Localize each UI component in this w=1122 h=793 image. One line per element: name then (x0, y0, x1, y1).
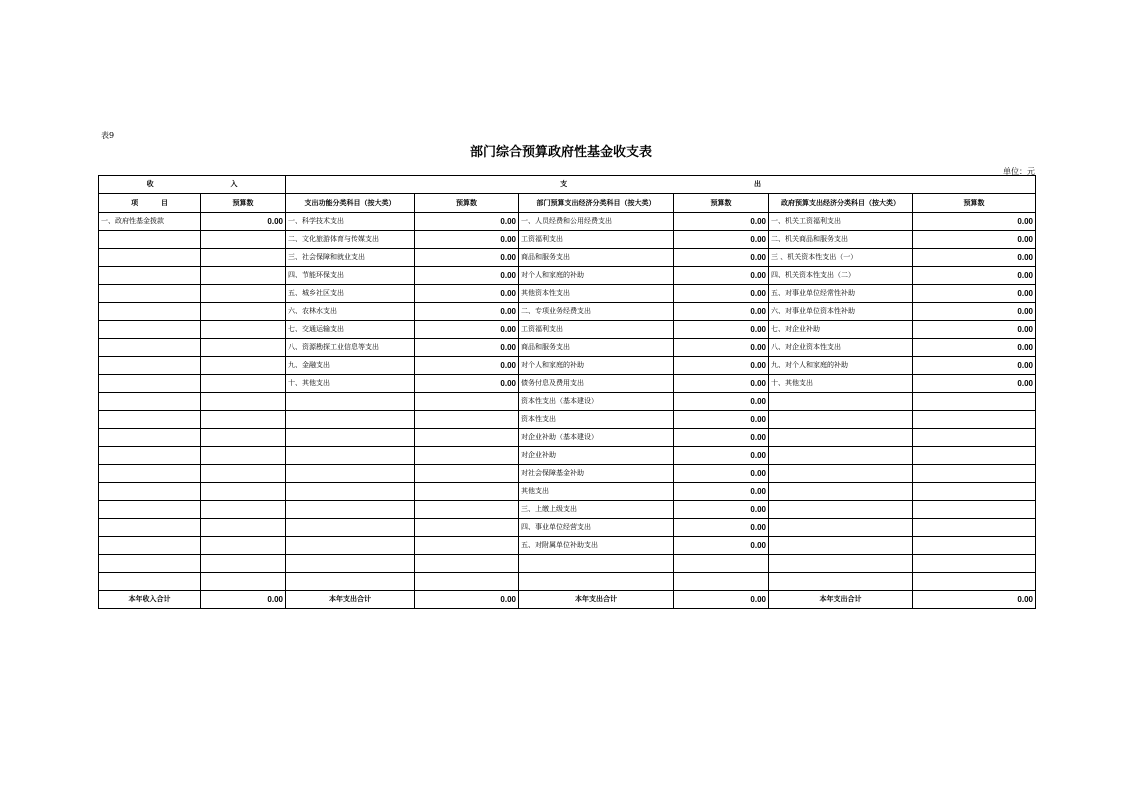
function-amount-cell: 0.00 (415, 285, 519, 303)
function-amount-cell (415, 537, 519, 555)
dept-amount-cell: 0.00 (674, 249, 769, 267)
income-budget-header: 预算数 (201, 194, 286, 213)
dept-amount-cell: 0.00 (674, 213, 769, 231)
dept-amount-cell: 0.00 (674, 375, 769, 393)
table-row (99, 285, 1036, 303)
gov-item-cell: 八、对企业资本性支出 (769, 339, 913, 357)
table-row (99, 447, 1036, 465)
dept-amount-cell: 0.00 (674, 393, 769, 411)
gov-item-cell (769, 555, 913, 573)
income-amount-cell (201, 267, 286, 285)
table-row (99, 411, 1036, 429)
dept-item-cell: 其他资本性支出 (519, 285, 674, 303)
table-row (99, 519, 1036, 537)
dept-item-cell: 对社会保障基金补助 (519, 465, 674, 483)
function-amount-cell: 0.00 (415, 321, 519, 339)
dept-amount-cell: 0.00 (674, 447, 769, 465)
table-row (99, 429, 1036, 447)
gov-item-cell (769, 447, 913, 465)
function-amount-cell: 0.00 (415, 213, 519, 231)
dept-total-amount: 0.00 (674, 591, 769, 609)
income-item-cell (99, 429, 201, 447)
gov-amount-cell: 0.00 (913, 285, 1036, 303)
dept-amount-cell: 0.00 (674, 411, 769, 429)
dept-amount-cell: 0.00 (674, 321, 769, 339)
income-item-cell: 一、政府性基金拨款 (99, 213, 201, 231)
income-item-cell (99, 339, 201, 357)
function-amount-cell (415, 483, 519, 501)
document-title: 部门综合预算政府性基金收支表 (469, 145, 652, 160)
dept-item-cell: 其他支出 (519, 483, 674, 501)
dept-amount-cell: 0.00 (674, 519, 769, 537)
function-item-cell (286, 501, 415, 519)
gov-amount-cell (913, 555, 1036, 573)
income-amount-cell (201, 465, 286, 483)
income-item-cell (99, 501, 201, 519)
dept-amount-cell: 0.00 (674, 231, 769, 249)
function-item-cell: 十、其他支出 (286, 375, 415, 393)
income-amount-cell (201, 519, 286, 537)
income-amount-cell (201, 393, 286, 411)
function-amount-cell (415, 555, 519, 573)
gov-item-cell (769, 483, 913, 501)
table-row (99, 393, 1036, 411)
function-amount-cell (415, 501, 519, 519)
income-amount-cell (201, 447, 286, 465)
function-item-cell: 八、资源勘探工业信息等支出 (286, 339, 415, 357)
dept-amount-cell: 0.00 (674, 267, 769, 285)
expense-group-char-2: 出 (753, 180, 761, 188)
dept-econ-category-header: 部门预算支出经济分类科目（按大类） (519, 194, 674, 213)
gov-item-cell: 六、对事业单位资本性补助 (769, 303, 913, 321)
function-amount-cell: 0.00 (415, 231, 519, 249)
table-row (99, 573, 1036, 591)
income-amount-cell (201, 303, 286, 321)
income-total-label: 本年收入合计 (99, 591, 201, 609)
gov-item-cell (769, 519, 913, 537)
function-amount-cell (415, 393, 519, 411)
table-row (99, 501, 1036, 519)
gov-item-cell: 七、对企业补助 (769, 321, 913, 339)
gov-item-cell: 一、机关工资福利支出 (769, 213, 913, 231)
function-item-cell: 五、城乡社区支出 (286, 285, 415, 303)
income-amount-cell (201, 555, 286, 573)
gov-item-cell (769, 411, 913, 429)
gov-amount-cell (913, 447, 1036, 465)
dept-amount-cell: 0.00 (674, 537, 769, 555)
gov-amount-cell: 0.00 (913, 303, 1036, 321)
dept-item-cell: 债务付息及费用支出 (519, 375, 674, 393)
function-category-header: 支出功能分类科目（按大类） (286, 194, 415, 213)
income-group-char-2: 入 (230, 180, 238, 188)
income-item-cell (99, 519, 201, 537)
function-total-amount: 0.00 (415, 591, 519, 609)
income-item-cell (99, 357, 201, 375)
dept-item-cell: 资本性支出 (519, 411, 674, 429)
income-amount-cell (201, 411, 286, 429)
gov-amount-cell: 0.00 (913, 339, 1036, 357)
gov-item-cell (769, 465, 913, 483)
function-item-cell (286, 411, 415, 429)
table-row (99, 249, 1036, 267)
dept-amount-cell (674, 555, 769, 573)
income-group-header (99, 176, 286, 194)
table-row (99, 267, 1036, 285)
function-item-cell: 六、农林水支出 (286, 303, 415, 321)
function-amount-cell: 0.00 (415, 303, 519, 321)
table-row (99, 231, 1036, 249)
function-amount-cell (415, 465, 519, 483)
income-item-cell (99, 285, 201, 303)
function-amount-cell (415, 429, 519, 447)
dept-amount-cell: 0.00 (674, 501, 769, 519)
expense-group-header (286, 176, 1036, 194)
gov-amount-cell (913, 573, 1036, 591)
function-item-cell (286, 465, 415, 483)
group-header-row (99, 176, 1036, 194)
income-amount-cell (201, 249, 286, 267)
table-row (99, 465, 1036, 483)
function-item-cell (286, 447, 415, 465)
income-item-cell (99, 483, 201, 501)
income-amount-cell (201, 339, 286, 357)
dept-amount-cell: 0.00 (674, 465, 769, 483)
gov-item-cell (769, 429, 913, 447)
function-item-cell (286, 555, 415, 573)
function-item-cell (286, 393, 415, 411)
gov-item-cell: 九、对个人和家庭的补助 (769, 357, 913, 375)
dept-amount-cell: 0.00 (674, 285, 769, 303)
gov-amount-cell: 0.00 (913, 267, 1036, 285)
dept-item-cell: 五、对附属单位补助支出 (519, 537, 674, 555)
dept-item-cell: 对个人和家庭的补助 (519, 357, 674, 375)
income-item-cell (99, 375, 201, 393)
dept-budget-header: 预算数 (674, 194, 769, 213)
gov-econ-category-header: 政府预算支出经济分类科目（按大类） (769, 194, 913, 213)
gov-amount-cell: 0.00 (913, 231, 1036, 249)
dept-amount-cell: 0.00 (674, 483, 769, 501)
function-total-label: 本年支出合计 (286, 591, 415, 609)
gov-item-cell: 四、机关资本性支出（二） (769, 267, 913, 285)
dept-item-cell: 四、事业单位经营支出 (519, 519, 674, 537)
function-item-cell (286, 537, 415, 555)
function-item-cell: 七、交通运输支出 (286, 321, 415, 339)
gov-amount-cell (913, 483, 1036, 501)
gov-amount-cell (913, 411, 1036, 429)
income-amount-cell (201, 537, 286, 555)
gov-amount-cell (913, 429, 1036, 447)
dept-item-cell: 三、上缴上级支出 (519, 501, 674, 519)
income-amount-cell (201, 501, 286, 519)
gov-total-label: 本年支出合计 (769, 591, 913, 609)
income-amount-cell: 0.00 (201, 213, 286, 231)
income-total-amount: 0.00 (201, 591, 286, 609)
function-item-cell (286, 573, 415, 591)
gov-item-cell: 三 、机关资本性支出（一） (769, 249, 913, 267)
table-row (99, 357, 1036, 375)
income-amount-cell (201, 429, 286, 447)
income-amount-cell (201, 573, 286, 591)
gov-amount-cell (913, 393, 1036, 411)
income-item-cell (99, 393, 201, 411)
function-item-cell (286, 429, 415, 447)
dept-item-cell (519, 555, 674, 573)
dept-amount-cell: 0.00 (674, 357, 769, 375)
gov-amount-cell (913, 537, 1036, 555)
table-row (99, 555, 1036, 573)
gov-amount-cell (913, 465, 1036, 483)
table-number: 表9 (101, 131, 115, 140)
dept-item-cell: 工资福利支出 (519, 231, 674, 249)
dept-item-cell: 对企业补助 (519, 447, 674, 465)
gov-amount-cell (913, 519, 1036, 537)
function-amount-cell: 0.00 (415, 357, 519, 375)
table-row (99, 339, 1036, 357)
income-item-cell (99, 249, 201, 267)
function-budget-header: 预算数 (415, 194, 519, 213)
dept-amount-cell (674, 573, 769, 591)
gov-item-cell (769, 573, 913, 591)
function-amount-cell: 0.00 (415, 249, 519, 267)
income-item-cell (99, 573, 201, 591)
income-item-cell (99, 411, 201, 429)
income-amount-cell (201, 231, 286, 249)
dept-item-cell: 工资福利支出 (519, 321, 674, 339)
table-row (99, 213, 1036, 231)
gov-item-cell (769, 537, 913, 555)
income-item-cell (99, 537, 201, 555)
dept-item-cell: 对企业补助（基本建设） (519, 429, 674, 447)
gov-budget-header: 预算数 (913, 194, 1036, 213)
gov-item-cell (769, 393, 913, 411)
function-amount-cell (415, 411, 519, 429)
income-amount-cell (201, 483, 286, 501)
project-char-2: 目 (160, 198, 168, 207)
dept-item-cell: 资本性支出（基本建设） (519, 393, 674, 411)
dept-item-cell (519, 573, 674, 591)
project-header (99, 194, 201, 213)
function-amount-cell: 0.00 (415, 339, 519, 357)
gov-item-cell (769, 501, 913, 519)
table-row (99, 303, 1036, 321)
unit-label: 单位：元 (1003, 167, 1035, 176)
function-amount-cell (415, 519, 519, 537)
gov-amount-cell: 0.00 (913, 213, 1036, 231)
function-item-cell: 三、社会保障和就业支出 (286, 249, 415, 267)
gov-amount-cell (913, 501, 1036, 519)
dept-item-cell: 商品和服务支出 (519, 249, 674, 267)
budget-table (98, 175, 1036, 609)
income-amount-cell (201, 321, 286, 339)
income-amount-cell (201, 375, 286, 393)
dept-amount-cell: 0.00 (674, 303, 769, 321)
table-row (99, 537, 1036, 555)
dept-item-cell: 对个人和家庭的补助 (519, 267, 674, 285)
income-item-cell (99, 465, 201, 483)
table-row (99, 483, 1036, 501)
gov-total-amount: 0.00 (913, 591, 1036, 609)
project-char-1: 项 (131, 198, 139, 207)
income-amount-cell (201, 357, 286, 375)
function-item-cell: 二、文化旅游体育与传媒支出 (286, 231, 415, 249)
function-amount-cell: 0.00 (415, 375, 519, 393)
gov-amount-cell: 0.00 (913, 375, 1036, 393)
dept-item-cell: 商品和服务支出 (519, 339, 674, 357)
dept-total-label: 本年支出合计 (519, 591, 674, 609)
gov-amount-cell: 0.00 (913, 357, 1036, 375)
function-item-cell: 四、节能环保支出 (286, 267, 415, 285)
function-item-cell (286, 519, 415, 537)
function-item-cell (286, 483, 415, 501)
gov-amount-cell: 0.00 (913, 321, 1036, 339)
dept-item-cell: 二、专项业务经费支出 (519, 303, 674, 321)
income-group-char-1: 收 (146, 180, 154, 188)
expense-group-char-1: 支 (560, 180, 568, 188)
gov-item-cell: 十、其他支出 (769, 375, 913, 393)
income-item-cell (99, 321, 201, 339)
income-item-cell (99, 267, 201, 285)
income-amount-cell (201, 285, 286, 303)
function-item-cell: 九、金融支出 (286, 357, 415, 375)
table-row (99, 321, 1036, 339)
income-item-cell (99, 231, 201, 249)
column-header-row (99, 194, 1036, 213)
table-row (99, 375, 1036, 393)
function-amount-cell (415, 447, 519, 465)
dept-item-cell: 一、人员经费和公用经费支出 (519, 213, 674, 231)
gov-amount-cell: 0.00 (913, 249, 1036, 267)
income-item-cell (99, 555, 201, 573)
dept-amount-cell: 0.00 (674, 339, 769, 357)
function-item-cell: 一、科学技术支出 (286, 213, 415, 231)
function-amount-cell (415, 573, 519, 591)
income-item-cell (99, 447, 201, 465)
function-amount-cell: 0.00 (415, 267, 519, 285)
gov-item-cell: 五、对事业单位经常性补助 (769, 285, 913, 303)
totals-row (99, 591, 1036, 609)
dept-amount-cell: 0.00 (674, 429, 769, 447)
gov-item-cell: 二、机关商品和服务支出 (769, 231, 913, 249)
income-item-cell (99, 303, 201, 321)
